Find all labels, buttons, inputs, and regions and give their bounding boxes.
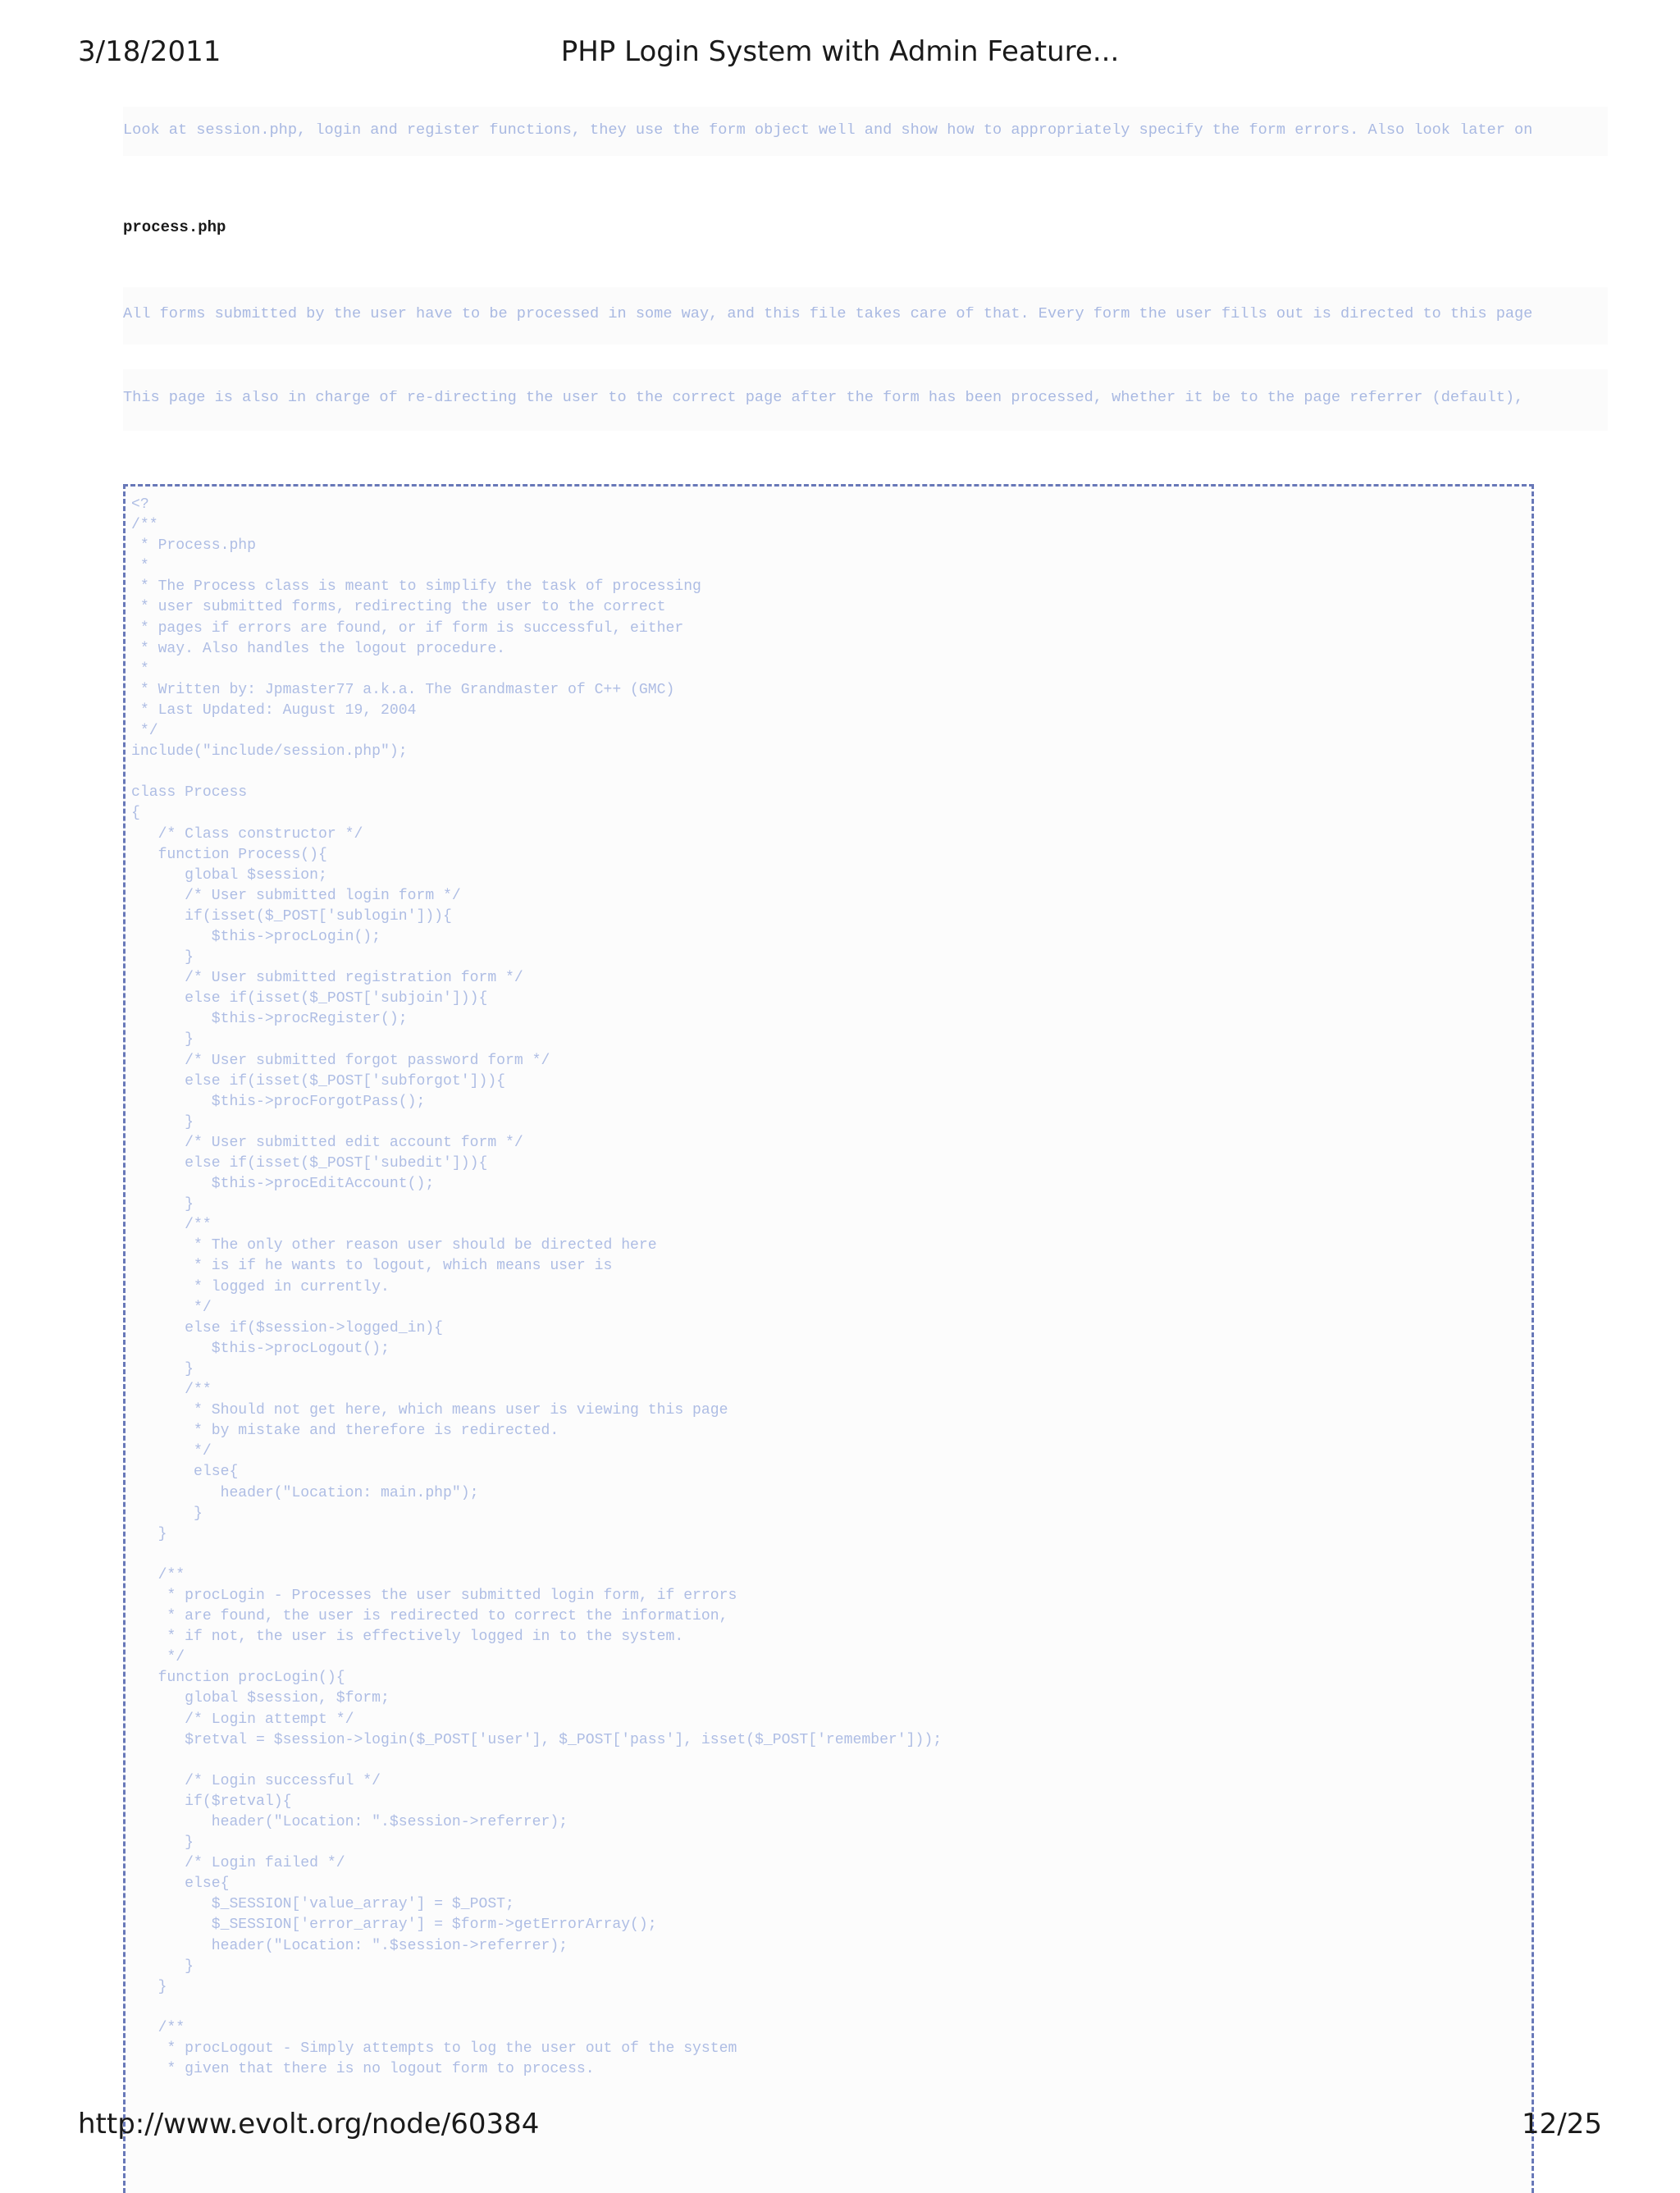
paragraph-2: This page is also in charge of re-directing the user to the correct page after the form has been processed, whether it be to the page referrer (default), [123,391,1524,406]
code-listing: <? /** * Process.php * * The Process class is meant to simplify the task of processing * user submitted forms, redirecting the user to the correct * pages if errors are found, or if form is successful, either * way. Also handles the logout procedure. * * Written by: Jpmaster77 a.k.a. The Grandmaster of C++ (GMC) * Last Updated: August 19, 2004 */ include("include/session.php"); class Process { /* Class constructor */ function Process(){ global $session; /* User submitted login form */ if(isset($_POST['sublogin'])){ $this->procLogin(); } /* User submitted registration form */ else if(isset($_POST['subjoin'])){ $this->procRegister(); } /* User submitted forgot password form */ else if(isset($_POST['subforgot'])){ $this->procForgotPass(); } /* User submitted edit account form */ else if(isset($_POST['subedit'])){ $this->procEditAccount(); } /** * The only other reason user should be directed here * is if he wants to logout, which means user is * logged in currently. */ else if($session->logged_in){ $this->procLogout(); } /** * Should not get here, which means user is viewing this page * by mistake and therefore is redirected. */ else{ header("Location: main.php"); } } /** * procLogin - Processes the user submitted login form, if errors * are found, the user is redirected to correct the information, * if not, the user is effectively logged in to the system. */ function procLogin(){ global $session, $form; /* Login attempt */ $retval = $session->login($_POST['user'], $_POST['pass'], isset($_POST['remember'])); /* Login successful */ if($retval){ header("Location: ".$session->referrer); } /* Login failed */ else{ $_SESSION['value_array'] = $_POST; $_SESSION['error_array'] = $form->getErrorArray(); header("Location: ".$session->referrer); } } /** * procLogout - Simply attempts to log the user out of the system * given that there is no logout form to process. [131,496,943,2078]
intro-paragraph: Look at session.php, login and register functions, they use the form object well and show how to appropriately specify the form errors. Also look later on [123,123,1533,139]
source-url[interactable]: http://www.evolt.org/node/60384 [78,2108,540,2140]
page-number: 12/25 [1522,2108,1602,2140]
file-heading: process.php [123,218,226,236]
paragraph-1: All forms submitted by the user have to be processed in some way, and this file takes care of that. Every form the user fills out is directed to this page [123,307,1533,322]
code-block [123,484,1534,2193]
page-title: PHP Login System with Admin Feature... [560,35,1120,68]
print-date: 3/18/2011 [78,35,221,68]
